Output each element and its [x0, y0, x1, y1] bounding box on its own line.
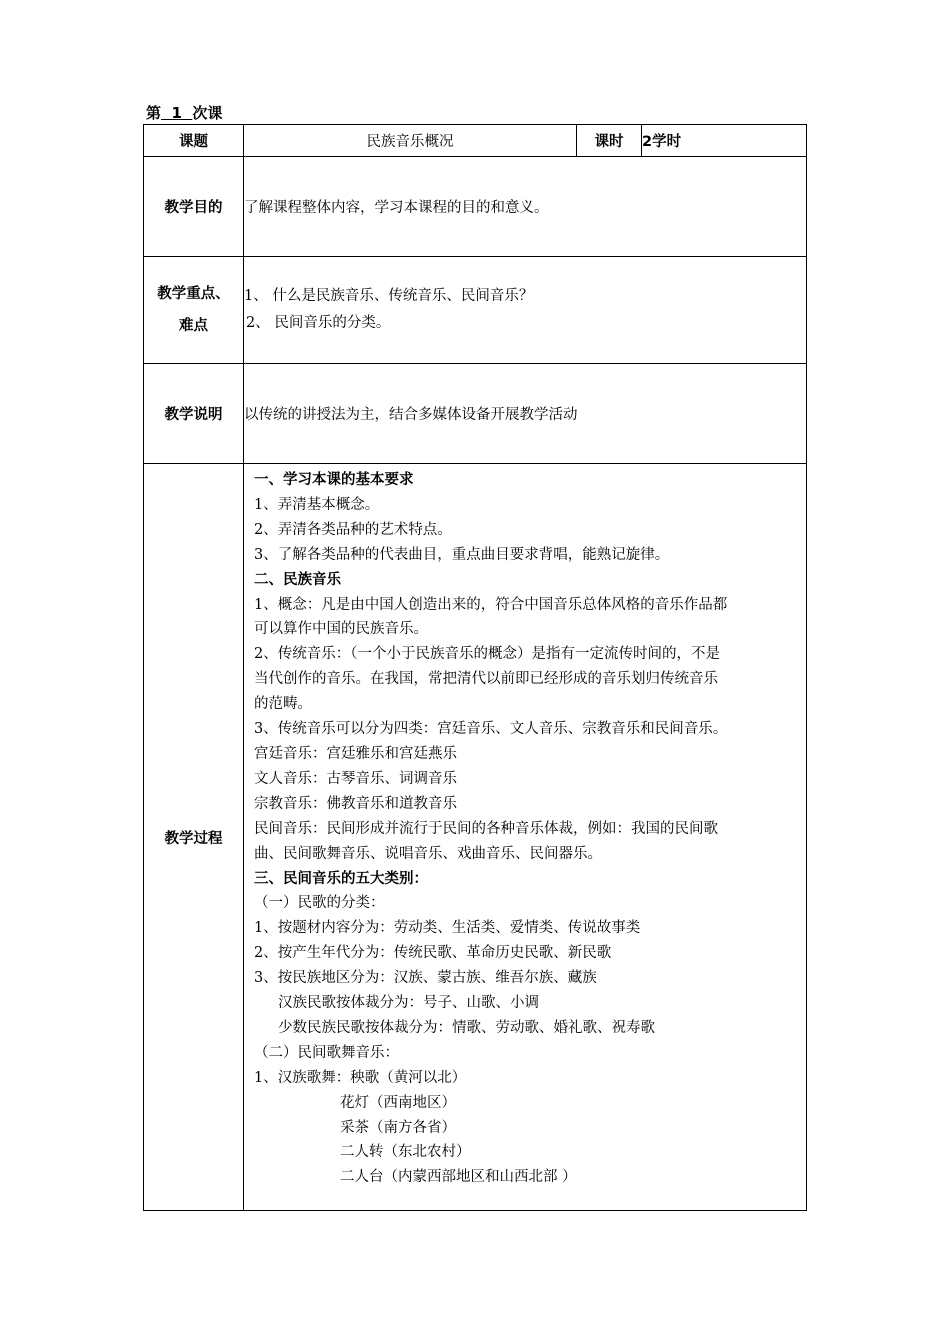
key-point-item: 2、 民间音乐的分类。	[246, 315, 391, 331]
lesson-plan-table	[143, 124, 807, 1211]
process-content	[244, 464, 807, 1211]
content-line: 2、按产生年代分为：传统民歌、革命历史民歌、新民歌	[254, 945, 612, 962]
key-points-list	[244, 257, 807, 364]
section-heading: 三、民间音乐的五大类别：	[254, 870, 428, 887]
content-line: 2、弄清各类品种的艺术特点。	[254, 521, 452, 538]
topic-value: 民族音乐概况	[244, 125, 577, 157]
section-heading: 一、学习本课的基本要求	[254, 472, 414, 488]
notes-text: 以传统的讲授法为主，结合多媒体设备开展教学活动	[244, 364, 807, 464]
content-line: 采茶（南方各省）	[340, 1119, 456, 1136]
content-line: 民间音乐：民间形成并流行于民间的各种音乐体裁，例如：我国的民间歌	[254, 820, 718, 837]
topic-label: 课题	[144, 125, 244, 157]
content-line: 二人台（内蒙西部地区和山西北部 ）	[340, 1169, 577, 1186]
content-line: 1、概念：凡是由中国人创造出来的，符合中国音乐总体风格的音乐作品都	[254, 596, 728, 613]
content-line: 宫廷音乐：宫廷雅乐和宫廷燕乐	[254, 745, 457, 762]
hours-label: 课时	[577, 125, 642, 157]
lesson-prefix: 第	[146, 104, 162, 122]
key-points-label	[144, 257, 244, 364]
lesson-number	[146, 102, 222, 123]
notes-row	[144, 364, 807, 464]
content-line: 花灯（西南地区）	[340, 1094, 456, 1111]
content-line: 二人转（东北农村）	[340, 1144, 471, 1161]
content-line: 曲、民间歌舞音乐、说唱音乐、戏曲音乐、民间器乐。	[254, 845, 602, 862]
process-label: 教学过程	[144, 464, 244, 1211]
key-point-item: 1、 什么是民族音乐、传统音乐、民间音乐？	[244, 288, 534, 304]
objective-row	[144, 157, 807, 257]
key-points-row	[144, 257, 807, 364]
content-line: 2、传统音乐：（一个小于民族音乐的概念）是指有一定流传时间的，不是	[254, 646, 720, 663]
content-line: 汉族民歌按体裁分为：号子、山歌、小调	[278, 995, 539, 1012]
content-line: 3、了解各类品种的代表曲目，重点曲目要求背唱，能熟记旋律。	[254, 546, 670, 563]
content-line: （二）民间歌舞音乐：	[254, 1044, 399, 1061]
topic-row	[144, 125, 807, 157]
lesson-number-value: 1	[161, 104, 193, 122]
section-heading: 二、民族音乐	[254, 571, 341, 588]
key-points-label-line2: 难点	[179, 318, 208, 334]
notes-label: 教学说明	[144, 364, 244, 464]
content-line: 当代创作的音乐。在我国，常把清代以前即已经形成的音乐划归传统音乐	[254, 671, 718, 688]
content-line: 宗教音乐：佛教音乐和道教音乐	[254, 795, 457, 812]
content-line: 文人音乐：古琴音乐、词调音乐	[254, 770, 457, 787]
lesson-suffix: 次课	[192, 104, 223, 122]
content-line: 可以算作中国的民族音乐。	[254, 621, 428, 638]
key-points-label-line1: 教学重点、	[157, 286, 230, 302]
objective-text: 了解课程整体内容，学习本课程的目的和意义。	[244, 157, 807, 257]
process-row	[144, 464, 807, 1211]
content-line: 1、按题材内容分为：劳动类、生活类、爱情类、传说故事类	[254, 920, 641, 937]
content-line: 少数民族民歌按体裁分为：情歌、劳动歌、婚礼歌、祝寿歌	[278, 1019, 655, 1036]
content-line: 1、弄清基本概念。	[254, 496, 380, 513]
content-line: 3、传统音乐可以分为四类：宫廷音乐、文人音乐、宗教音乐和民间音乐。	[254, 721, 728, 738]
content-line: 1、汉族歌舞：秧歌（黄河以北）	[254, 1069, 467, 1086]
hours-value: 2学时	[642, 125, 807, 157]
content-line: 3、按民族地区分为：汉族、蒙古族、维吾尔族、藏族	[254, 970, 597, 987]
content-line: （一）民歌的分类：	[254, 895, 385, 912]
objective-label: 教学目的	[144, 157, 244, 257]
content-line: 的范畴。	[254, 696, 312, 713]
